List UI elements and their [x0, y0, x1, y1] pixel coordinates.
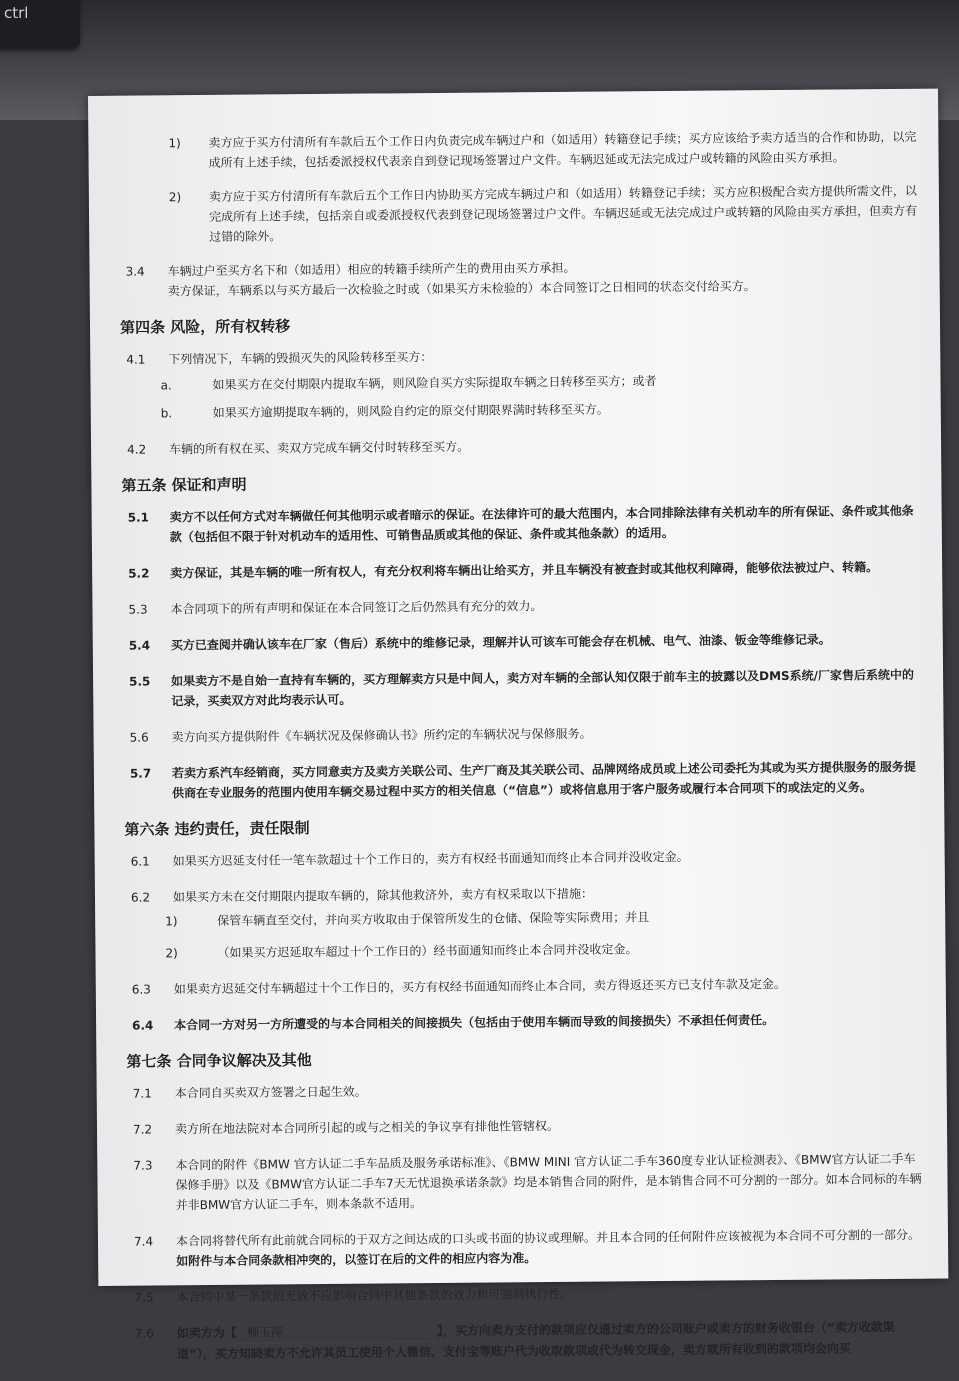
clause-number: 6.1: [130, 854, 150, 869]
item-text: 卖方应于买方付清所有车款后五个工作日内负责完成车辆过户和（如适用）转籍登记手续；买方应该给予卖方适当的合作和协助，以完成所有上述手续，包括委派授权代表亲自到登记现场签署过户文件。车辆迟延或无法完成过户或转籍的风险由买方承担。: [208, 129, 917, 170]
clause-text: 本合同项下的所有声明和保证在本合同签订之后仍然具有充分的效力。: [170, 599, 543, 617]
contract-page: [88, 89, 948, 1362]
clause-number: 6.4: [132, 1018, 154, 1033]
clause-6-2: [113, 881, 923, 908]
clause-7-2: [115, 1113, 925, 1140]
clause-text: 本合同一方对另一方所遭受的与本合同相关的间接损失（包括由于使用车辆而导致的间接损失）不承担任何责任。: [174, 1013, 775, 1033]
item-number: a.: [160, 378, 172, 393]
seller-name-field: 柳玉萍: [237, 1321, 437, 1344]
clause-number: 5.4: [128, 638, 151, 653]
ctrl-key: [0, 0, 80, 48]
clause-5-2: [110, 557, 920, 584]
clause-7-1: [115, 1077, 925, 1104]
clause-5-4: [111, 629, 921, 656]
clause-3-4: [107, 255, 917, 302]
clause-text: 如果买方迟延支付任一笔车款超过十个工作日的，卖方有权经书面通知而终止本合同并没收定金。: [172, 849, 689, 869]
clause-6-4: [114, 1009, 924, 1036]
clause-bold-text: 如附件与本合同条款相冲突的，以签订在后的文件的相应内容为准。: [176, 1251, 537, 1269]
clause-number: 5.5: [129, 674, 151, 689]
clause-text: 卖方所在地法院对本合同所引起的或与之相关的争议享有排他性管辖权。: [174, 1118, 560, 1137]
clause-7-5: [116, 1281, 926, 1308]
contract-content: [106, 127, 927, 1381]
clause-number: 5.1: [127, 510, 150, 525]
clause-text: 卖方向买方提供附件《车辆状况及保修确认书》所约定的车辆状况与保修服务。: [171, 726, 592, 745]
clause-4-2: [109, 433, 919, 460]
clause-3-3-item-2: [107, 181, 917, 248]
clause-4-1-item-b: [109, 397, 919, 424]
clause-3-3-item-1: [106, 127, 916, 174]
clause-number: 7.6: [134, 1326, 154, 1341]
section-heading-7: 第七条 合同争议解决及其他: [126, 1051, 312, 1071]
clause-text: 卖方不以任何方式对车辆做任何其他明示或者暗示的保证。在法律许可的最大范围内，本合同排除法律有关机动车的所有保证、条件或其他条款（包括但不限于针对机动车的适用性、可销售品质或其他的保证、条件或其他条款）的适用。: [169, 503, 914, 545]
clause-7-6: [117, 1317, 927, 1365]
clause-text: 车辆过户至买方名下和（如适用）相应的转籍手续所产生的费用由买方承担。: [167, 260, 576, 279]
clause-text: 买方已查阅并确认该车在厂家（售后）系统中的维修记录，理解并认可该车可能会存在机械、电气、油漆、钣金等维修记录。: [170, 632, 831, 653]
clause-text: 本合同将替代所有此前就合同标的于双方之间达成的口头或书面的协议或理解。并且本合同的任何附件应该被视为本合同不可分割的一部分。: [175, 1227, 921, 1249]
item-number: 1): [165, 914, 178, 929]
item-number: 2): [165, 946, 178, 961]
item-number: 1): [168, 136, 181, 151]
clause-text: 车辆的所有权在买、卖双方完成车辆交付时转移至买方。: [169, 439, 470, 457]
clause-number: 3.4: [125, 264, 145, 279]
clause-text: 若卖方系汽车经销商，买方同意卖方及卖方关联公司、生产厂商及其关联公司、品牌网络成员或上述公司委托为其或为买方提供服务的服务提供商在专业服务的范围内使用车辆交易过程中买方的相关信息（“信息”）或将信息用于客户服务或履行本合同项下的或法定的义务。: [171, 759, 916, 801]
clause-number: 4.2: [127, 442, 147, 457]
item-text: 如果买方在交付期限内提取车辆，则风险自买方实际提取车辆之日转移至买方；或者: [212, 374, 657, 392]
clause-text: 本合同的附件《BMW 官方认证二手车品质及服务承诺标准》、《BMW MINI 官方认证二手车360度专业认证检测表》、《BMW官方认证二手车保修手册》以及《BMW官方认证二手车7天无忧退换承诺条款》均是本销售合同的附件，是本销售合同不可分割的一部分。如本合同标的车辆并非BMW官方认证二手车，则本条款不适用。: [175, 1151, 922, 1213]
clause-6-2-item-2: [113, 937, 923, 964]
clause-text: 如果卖方不是自始一直持有车辆的，买方理解卖方只是中间人，卖方对车辆的全部认知仅限于前车主的披露以及DMS系统/厂家售后系统中的记录，买卖双方对此均表示认可。: [171, 667, 915, 709]
clause-text: 下列情况下，车辆的毁损灭失的风险转移至买方：: [168, 350, 433, 367]
clause-number: 5.7: [129, 766, 152, 781]
clause-7-4: [116, 1225, 926, 1272]
clause-number: 6.2: [130, 890, 151, 905]
clause-6-1: [113, 845, 923, 872]
clause-text: 本合同自买卖双方签署之日起生效。: [174, 1084, 367, 1101]
clause-number: 7.4: [133, 1234, 154, 1249]
clause-number: 7.2: [132, 1122, 153, 1137]
clause-number: 5.3: [128, 602, 148, 617]
section-heading-6: 第六条 违约责任，责任限制: [124, 819, 310, 839]
clause-number: 6.3: [131, 982, 151, 997]
clause-5-5: [111, 665, 921, 712]
clause-number: 5.2: [128, 566, 150, 581]
clause-number: 7.1: [132, 1086, 152, 1101]
clause-4-1: [108, 343, 918, 370]
clause-number: 4.1: [126, 352, 146, 367]
item-number: 2): [168, 190, 182, 205]
clause-number: 5.6: [129, 730, 149, 745]
clause-text: 本合同中某一条款的无效不应影响合同中其他条款的效力和可强制执行性。: [176, 1286, 573, 1305]
section-heading-4: 第四条 风险，所有权转移: [119, 317, 291, 337]
item-text: （如果买方迟延取车超过十个工作日的）经书面通知而终止本合同并没收定金。: [217, 942, 638, 960]
item-text: 保管车辆直至交付，并向买方收取由于保管所发生的仓储、保险等实际费用；并且: [217, 910, 650, 928]
clause-4-1-item-a: [108, 369, 918, 396]
ctrl-key-label: ctrl: [4, 4, 29, 22]
item-text: 卖方应于买方付清所有车款后五个工作日内协助买方完成车辆过户和（如适用）转籍登记手续；买方应积极配合卖方提供所需文件，以完成所有上述手续，包括亲自或委派授权代表到登记现场签署过户文件。车辆迟延或无法完成过户或转籍的风险由买方承担，但卖方有过错的除外。: [208, 183, 918, 244]
clause-5-6: [112, 721, 922, 748]
clause-text: 如果卖方迟延交付车辆超过十个工作日的，买方有权经书面通知而终止本合同，卖方得返还买方已支付车款及定金。: [173, 976, 786, 997]
clause-7-3: [115, 1149, 925, 1216]
clause-text: 如卖方为【: [176, 1325, 237, 1341]
clause-5-1: [110, 501, 920, 548]
clause-text: 】，买方向卖方支付的款项应仅通过卖方的公司账户或卖方的财务收银台（“卖方收款渠道”），买方知晓卖方不允许其员工使用个人微信、支付宝等账户代为收取款项或代为转交现金，卖方就所有收到的款项均会向买: [176, 1320, 895, 1362]
clause-6-2-item-1: [113, 905, 923, 932]
clause-text: 卖方保证，其是车辆的唯一所有权人，有充分权利将车辆出让给买方，并且车辆没有被查封或其他权利障碍，能够依法被过户、转籍。: [170, 560, 879, 581]
clause-5-7: [112, 757, 922, 804]
item-number: b.: [160, 406, 173, 421]
clause-number: 7.5: [134, 1290, 154, 1305]
clause-6-3: [114, 973, 924, 1000]
clause-number: 7.3: [133, 1158, 153, 1173]
section-heading-5: 第五条 保证和声明: [121, 475, 247, 495]
clause-text: 如果买方未在交付期限内提取车辆的，除其他救济外，卖方有权采取以下措施：: [172, 886, 594, 905]
clause-5-3: [110, 593, 920, 620]
item-text: 如果买方逾期提取车辆的，则风险自约定的原交付期限界满时转移至买方。: [212, 402, 609, 420]
clause-text: 卖方保证，车辆系以与买方最后一次检验之时或（如果买方未检验的）本合同签订之日相同的状态交付给买方。: [167, 279, 756, 299]
